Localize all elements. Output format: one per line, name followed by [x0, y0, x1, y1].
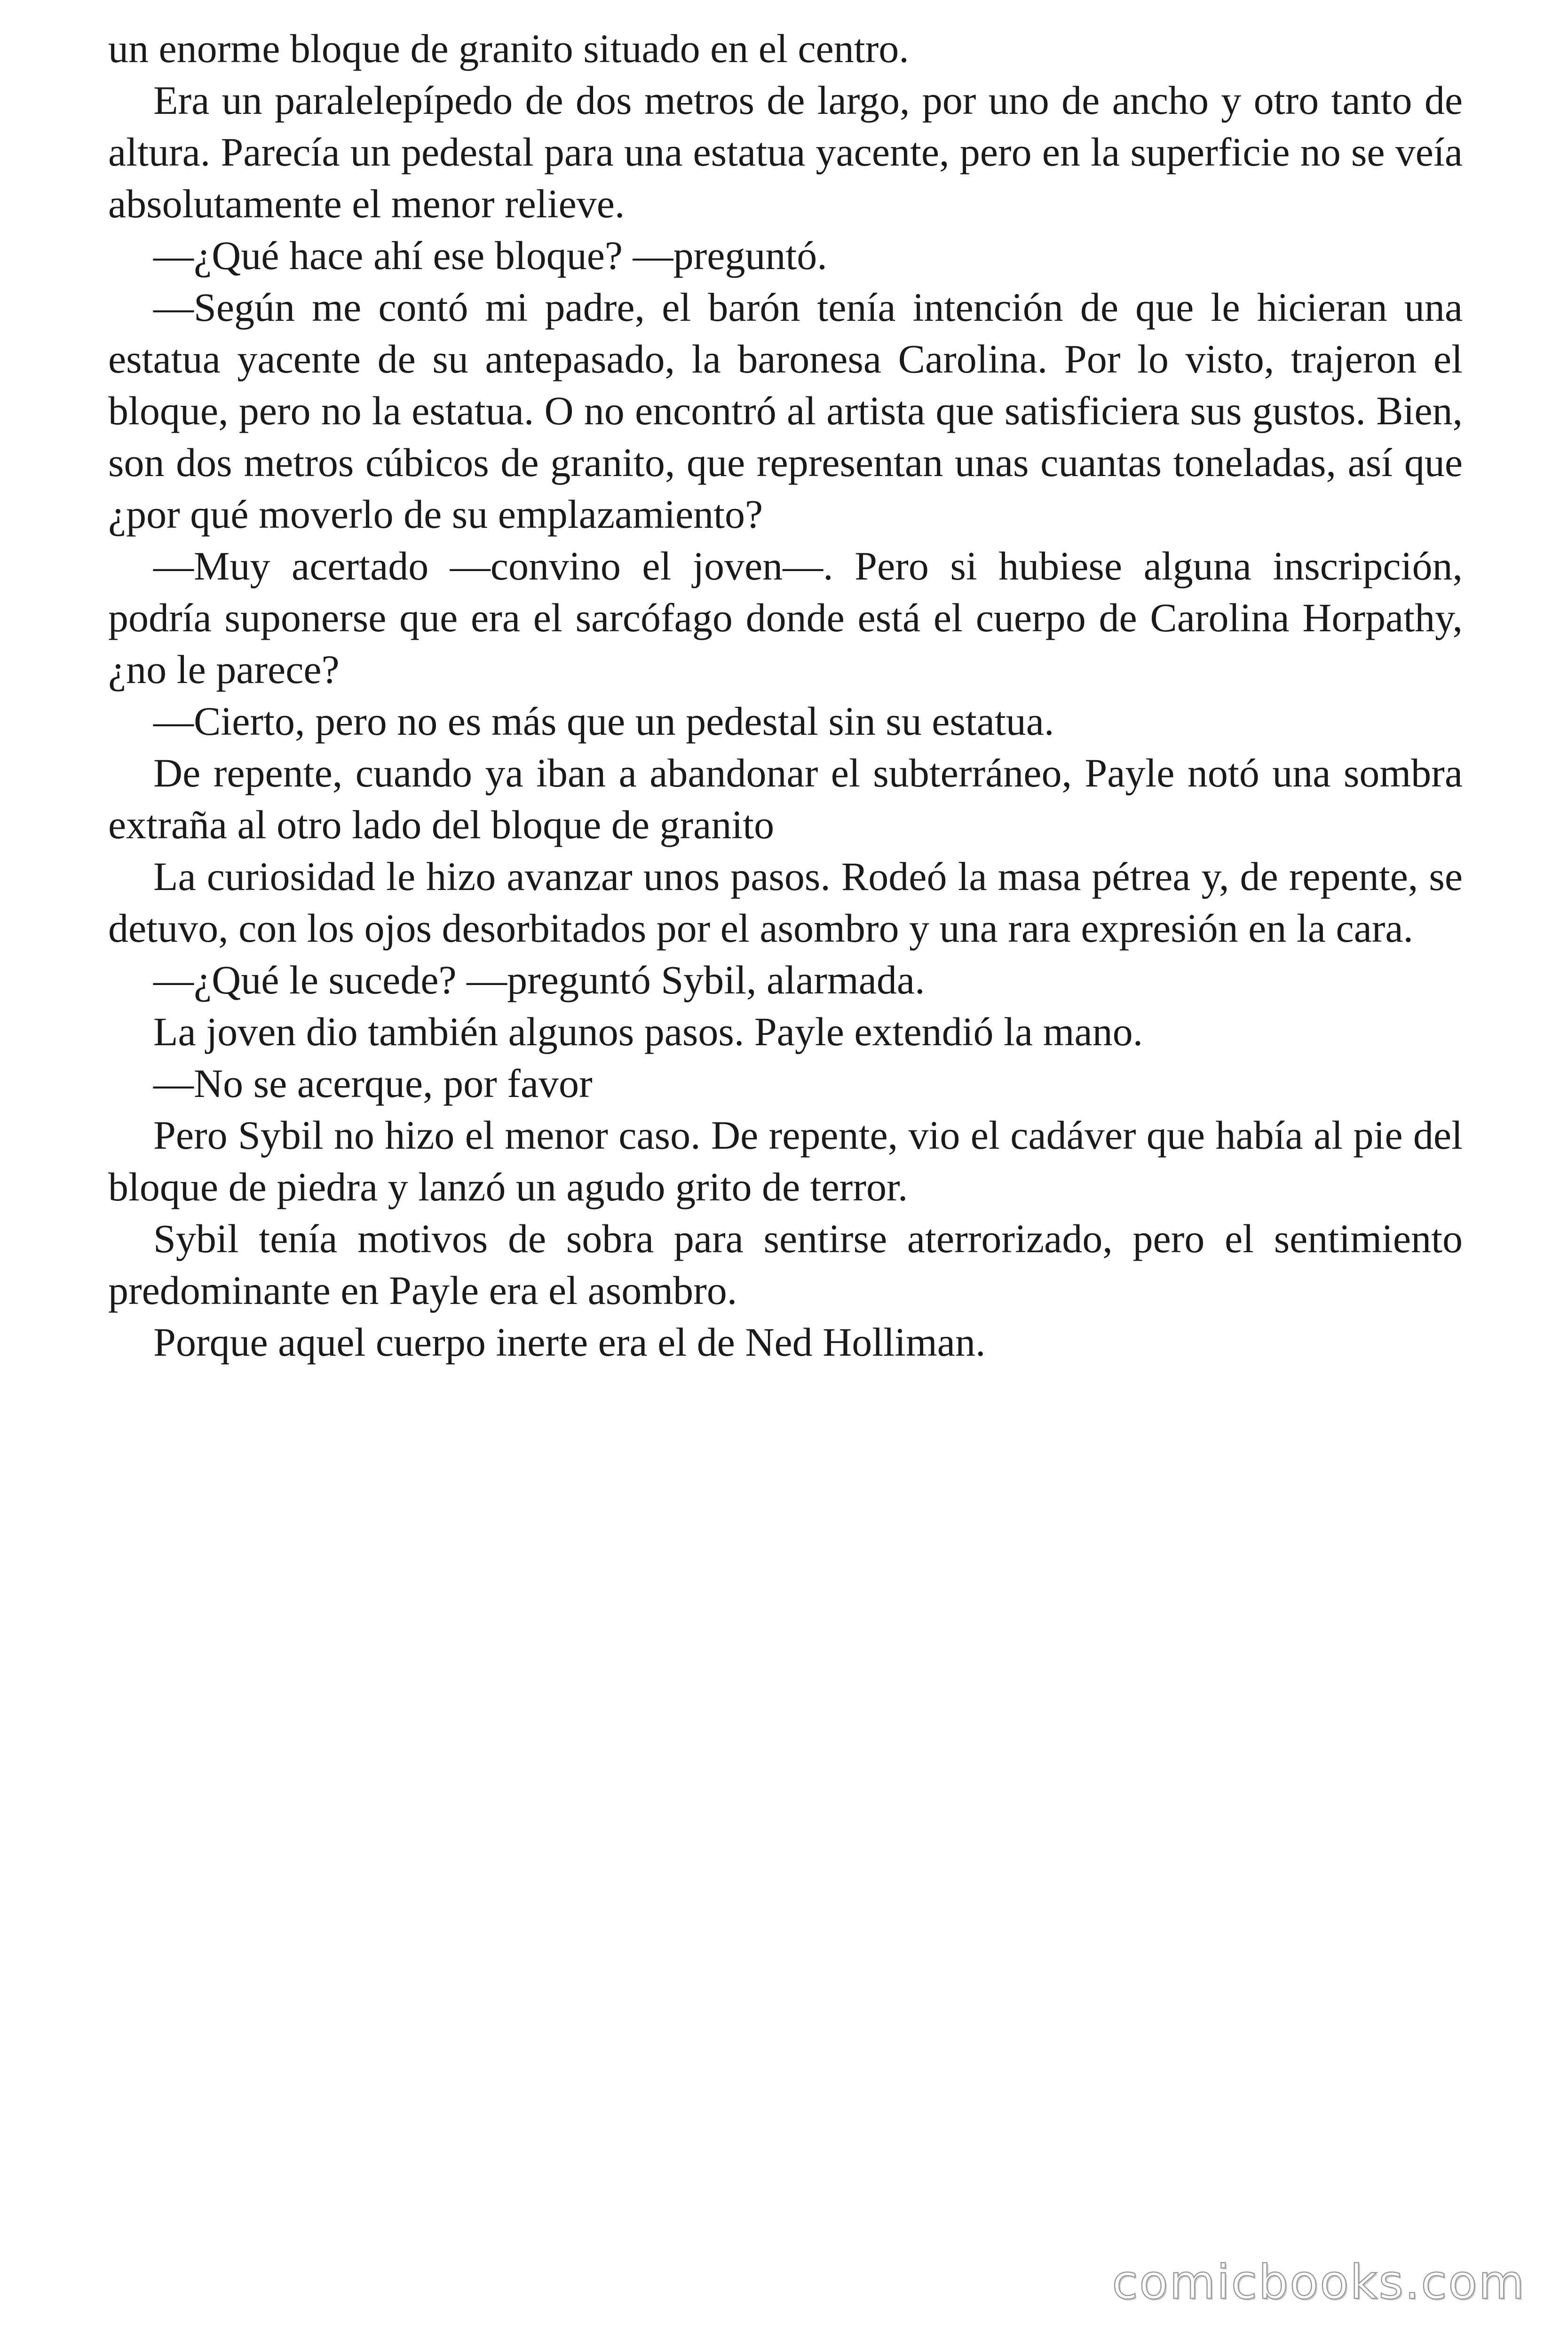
- paragraph: —No se acerque, por favor: [153, 1061, 593, 1106]
- site-watermark: comicbooks.com: [1112, 2255, 1526, 2310]
- page-body: [108, 23, 1463, 1368]
- paragraph: La curiosidad le hizo avanzar unos pasos. Rodeó la masa pétrea y, de repente, se detuvo, con los ojos desorbitados por el asombro y una rara expresión en la cara.: [108, 854, 1463, 951]
- paragraph: —Cierto, pero no es más que un pedestal sin su estatua.: [153, 699, 1054, 744]
- paragraph: —Según me contó mi padre, el barón tenía intención de que le hicieran una estatua yacente de su antepasado, la baronesa Carolina. Por lo visto, trajeron el bloque, pero no la estatua. O no encontró al artista que satisficiera sus gustos. Bien, son dos metros cúbicos de granito, que representan unas cuantas toneladas, así que ¿por qué moverlo de su emplazamiento?: [108, 285, 1463, 537]
- paragraph: Porque aquel cuerpo inerte era el de Ned Holliman.: [153, 1319, 986, 1365]
- paragraph: La joven dio también algunos pasos. Payle extendió la mano.: [153, 1009, 1143, 1054]
- paragraph: un enorme bloque de granito situado en el centro.: [108, 26, 909, 71]
- paragraph: Pero Sybil no hizo el menor caso. De repente, vio el cadáver que había al pie del bloque de piedra y lanzó un agudo grito de terror.: [108, 1112, 1463, 1209]
- paragraph: —¿Qué hace ahí ese bloque? —preguntó.: [153, 233, 827, 278]
- paragraph: De repente, cuando ya iban a abandonar el subterráneo, Payle notó una sombra extraña al otro lado del bloque de granito: [108, 750, 1463, 847]
- paragraph: Sybil tenía motivos de sobra para sentirse aterrorizado, pero el sentimiento predominante en Payle era el asombro.: [108, 1216, 1463, 1313]
- paragraph: Era un paralelepípedo de dos metros de largo, por uno de ancho y otro tanto de altura. Parecía un pedestal para una estatua yacente, pero en la superficie no se veía absolutamente el menor relieve.: [108, 78, 1463, 226]
- paragraph: —¿Qué le sucede? —preguntó Sybil, alarmada.: [153, 957, 925, 1002]
- paragraph: —Muy acertado —convino el joven—. Pero si hubiese alguna inscripción, podría suponerse que era el sarcófago donde está el cuerpo de Carolina Horpathy, ¿no le parece?: [108, 543, 1463, 692]
